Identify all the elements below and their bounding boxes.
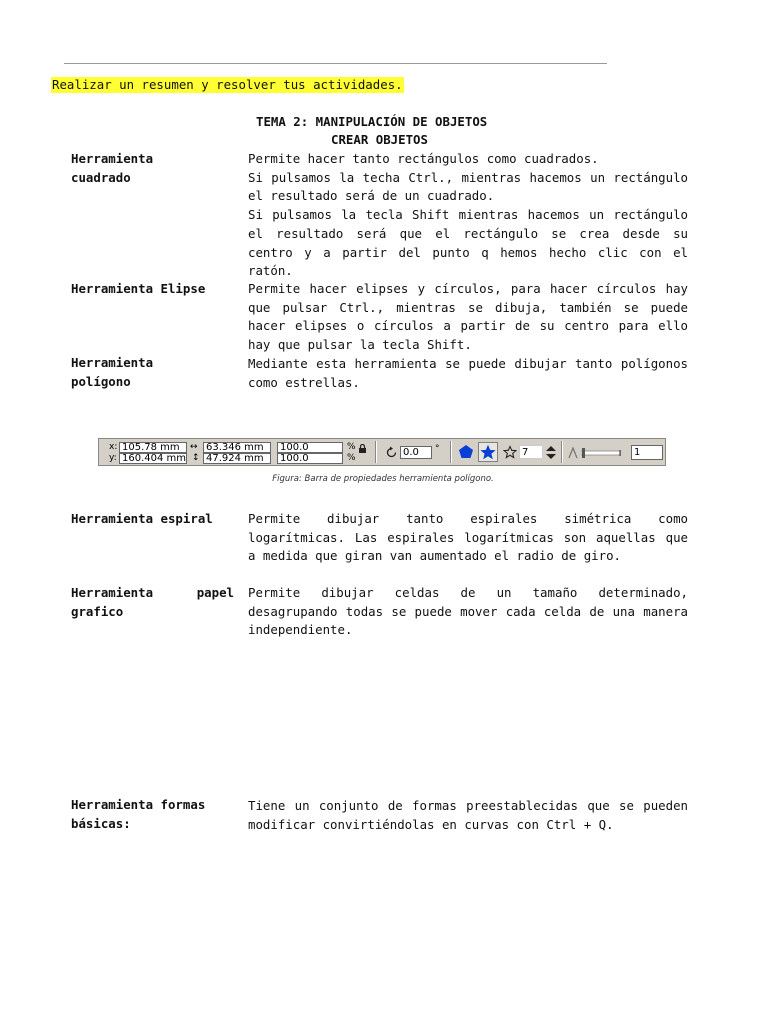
intro-highlight: Realizar un resumen y resolver tus actividades. <box>52 77 403 92</box>
desc-poligono-p1: Mediante esta herramienta se puede dibujar tanto polígonos como estrellas. <box>248 356 688 390</box>
x-position-field[interactable]: 105.78 mm <box>119 442 187 453</box>
desc-cuadrado-p3: Si pulsamos la tecla Shift mientras hacemos un rectángulo el resultado será que el rectángulo se crea desde su centro y a partir del punto q hemos hecho clic con el ratón. <box>248 207 688 279</box>
height-arrow-icon: ↕ <box>192 453 200 463</box>
scale-y-field[interactable]: 100.0 <box>277 453 343 464</box>
star-mode-button[interactable] <box>478 442 498 462</box>
desc-espiral <box>248 510 688 566</box>
separator-2 <box>450 441 452 463</box>
scale-x-field[interactable]: 100.0 <box>277 442 343 453</box>
sharpness-slider[interactable] <box>581 448 621 458</box>
angle-field[interactable]: 0.0 <box>400 446 432 459</box>
desc-cuadrado-p1: Permite hacer tanto rectángulos como cuadrados. <box>248 151 599 166</box>
height-field[interactable]: 47.924 mm <box>203 453 271 464</box>
term-espiral: Herramienta espiral <box>71 511 213 526</box>
width-field[interactable]: 63.346 mm <box>203 442 271 453</box>
desc-papel-grafico <box>248 584 688 640</box>
desc-elipse-p1: Permite hacer elipses y círculos, para hacer círculos hay que pulsar Ctrl., mientras se dibuja, también se puede hacer elipses o círculos a partir de su centro para ello hay que pulsar la tecla Shift. <box>248 281 688 353</box>
sharpness-field[interactable]: 1 <box>631 445 663 460</box>
desc-elipse <box>248 280 688 355</box>
title-line-2: CREAR OBJETOS <box>331 132 428 147</box>
width-arrow-icon: ↔ <box>190 442 198 452</box>
percent-y: % <box>347 453 356 463</box>
desc-cuadrado-p2: Si pulsamos la techa Ctrl., mientras hacemos un rectángulo el resultado será de un cuadrado. <box>248 169 688 204</box>
desc-formas-basicas <box>248 797 688 834</box>
points-field[interactable]: 7 <box>519 445 543 459</box>
desc-cuadrado <box>248 150 688 281</box>
y-position-field[interactable]: 160.404 mm <box>119 453 187 464</box>
polygon-property-bar <box>98 438 666 466</box>
term-cuadrado: Herramienta cuadrado <box>71 151 154 185</box>
degree-symbol: ° <box>435 444 440 454</box>
polygon-mode-button[interactable] <box>456 442 476 462</box>
rotate-icon <box>385 446 398 459</box>
separator-1 <box>375 441 377 463</box>
lock-ratio-icon[interactable] <box>358 444 368 454</box>
desc-formas-basicas-p1: Tiene un conjunto de formas preestablecidas que se pueden modificar convirtiéndolas en curvas con Ctrl + Q. <box>248 798 688 832</box>
term-elipse: Herramienta Elipse <box>71 281 206 296</box>
y-label: y: <box>109 453 117 463</box>
desc-papel-grafico-p1: Permite dibujar celdas de un tamaño determinado, desagrupando todas se puede mover cada celda de una manera independiente. <box>248 585 688 638</box>
desc-espiral-p1: Permite dibujar tanto espirales simétrica como logarítmicas. Las espirales logarítmicas son aquellas que a medida que giran van aumentado el radio de giro. <box>248 511 688 564</box>
term-poligono: Herramienta polígono <box>71 355 154 389</box>
top-rule <box>64 63 607 64</box>
figure-caption: Figura: Barra de propiedades herramienta polígono. <box>272 474 494 484</box>
sharpness-icon <box>567 447 579 459</box>
title-line-1: TEMA 2: MANIPULACIÓN DE OBJETOS <box>256 114 488 129</box>
term-formas-basicas: Herramienta formas básicas: <box>71 797 206 831</box>
percent-x: % <box>347 442 356 452</box>
points-star-icon <box>503 445 517 459</box>
desc-poligono <box>248 355 688 392</box>
points-spinner-icon[interactable] <box>545 445 557 460</box>
separator-3 <box>561 441 563 463</box>
x-label: x: <box>109 442 118 452</box>
term-papel-grafico: Herramienta papel grafico <box>71 585 234 619</box>
